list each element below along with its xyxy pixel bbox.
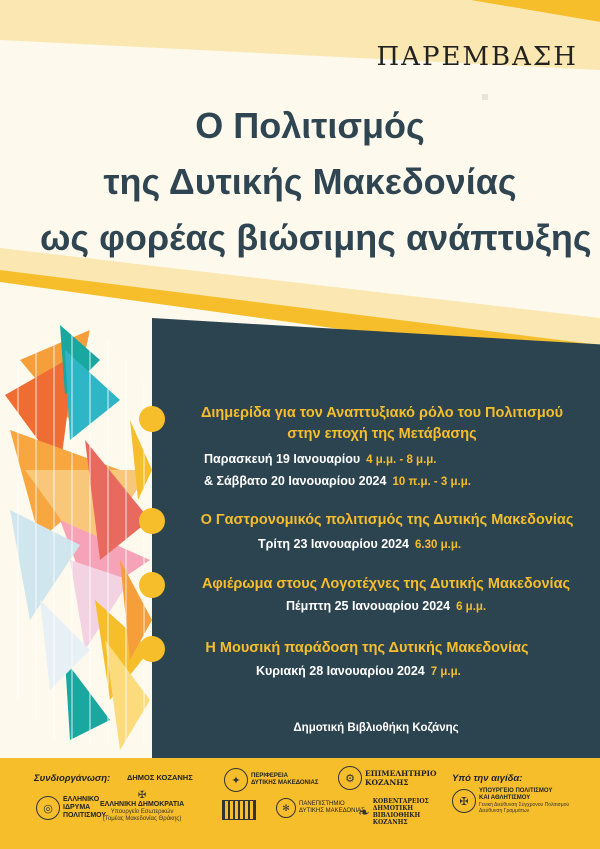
logo-panepistimio: ✻ ΠΑΝΕΠΙΣΤΗΜΙΟ ΔΥΤΙΚΗΣ ΜΑΚΕΔΟΝΙΑΣ [276,798,365,818]
event-date: Παρασκευή 19 Ιανουαρίου 4 μ.μ. - 8 μ.μ. [204,452,437,466]
building-icon [222,800,256,820]
event-bullet [139,636,165,662]
seal-icon: ✻ [276,798,296,818]
title-line: ως φορέας βιώσιμης ανάπτυξης [40,217,592,258]
logo-epimelitirio: ⚙ ΕΠΙΜΕΛΗΤΗΡΙΟ ΚΟΖΑΝΗΣ [338,766,437,790]
event-title: Αφιέρωμα στους Λογοτέχνες της Δυτικής Μακεδονίας [201,576,571,592]
logo-building [222,800,256,820]
geometric-triangles-decoration [5,325,152,750]
logo-elliniki-dimokratia: ✠ ΕΛΛΗΝΙΚΗ ΔΗΜΟΚΡΑΤΙΑ Υπουργείο Εσωτερικών (Τομέας Μακεδονίας Θράκης) [100,790,185,822]
footer-sponsors [0,758,600,849]
event-title: Ο Γαστρονομικός πολιτισμός της Δυτικής Μακεδονίας [200,512,574,528]
event-bullet [139,508,165,534]
event-title: Η Μουσική παράδοση της Δυτικής Μακεδονίας [205,640,529,656]
logo-elliniko-idryma: ◎ ΕΛΛΗΝΙΚΟ ΙΔΡΥΜΑ ΠΟΛΙΤΙΣΜΟΥ [36,796,106,820]
crest-icon: ✠ [137,790,147,801]
seal-icon: ✦ [224,768,248,792]
seal-icon: ◎ [36,796,60,820]
brand-logo: ΠΑΡΕΜΒΑΣΗ [376,42,578,72]
title-line: Ο Πολιτισμός [195,105,425,146]
organizers-label: Συνδιοργάνωση: [34,773,111,784]
event-date: & Σάββατο 20 Ιανουαρίου 2024 10 π.μ. - 3 μ.μ. [204,474,471,488]
venue: Δημοτική Βιβλιοθήκη Κοζάνης [293,722,459,734]
seal-icon: ⚙ [338,766,362,790]
event-date: Πέμπτη 25 Ιανουαρίου 2024 6 μ.μ. [286,599,487,613]
event-title: Διημερίδα για τον Αναπτυξιακό ρόλο του Πολιτισμού στην εποχή της Μετάβασης [200,405,564,442]
page-title [40,98,592,266]
event-bullet [139,406,165,432]
logo-ypourgeio: ✠ ΥΠΟΥΡΓΕΙΟ ΠΟΛΙΤΙΣΜΟΥ ΚΑΙ ΑΘΛΗΤΙΣΜΟΥ Γενική Διεύθυνση Σύγχρονου Πολιτισμού Διεύθυνση Γραμμάτων [452,788,569,814]
event-date: Κυριακή 28 Ιανουαρίου 2024 7 μ.μ. [256,664,461,678]
auspices-label: Υπό την αιγίδα: [452,773,523,784]
event-bullet [139,572,165,598]
logo-vivliothiki: ❧ ΚΟΒΕΝΤΑΡΕΙΟΣ ΔΗΜΟΤΙΚΗ ΒΙΒΛΙΟΘΗΚΗ ΚΟΖΑΝΗΣ [358,798,429,826]
seal-icon: ✠ [452,789,476,813]
logo-perifereia: ✦ ΠΕΡΙΦΕΡΕΙΑ ΔΥΤΙΚΗΣ ΜΑΚΕΔΟΝΙΑΣ [224,768,318,792]
event-date: Τρίτη 23 Ιανουαρίου 2024 6.30 μ.μ. [258,537,462,551]
title-line: της Δυτικής Μακεδονίας [103,161,517,202]
logo-dimos-kozanis: ΔΗΜΟΣ ΚΟΖΑΝΗΣ [127,773,193,782]
library-icon: ❧ [358,803,370,820]
